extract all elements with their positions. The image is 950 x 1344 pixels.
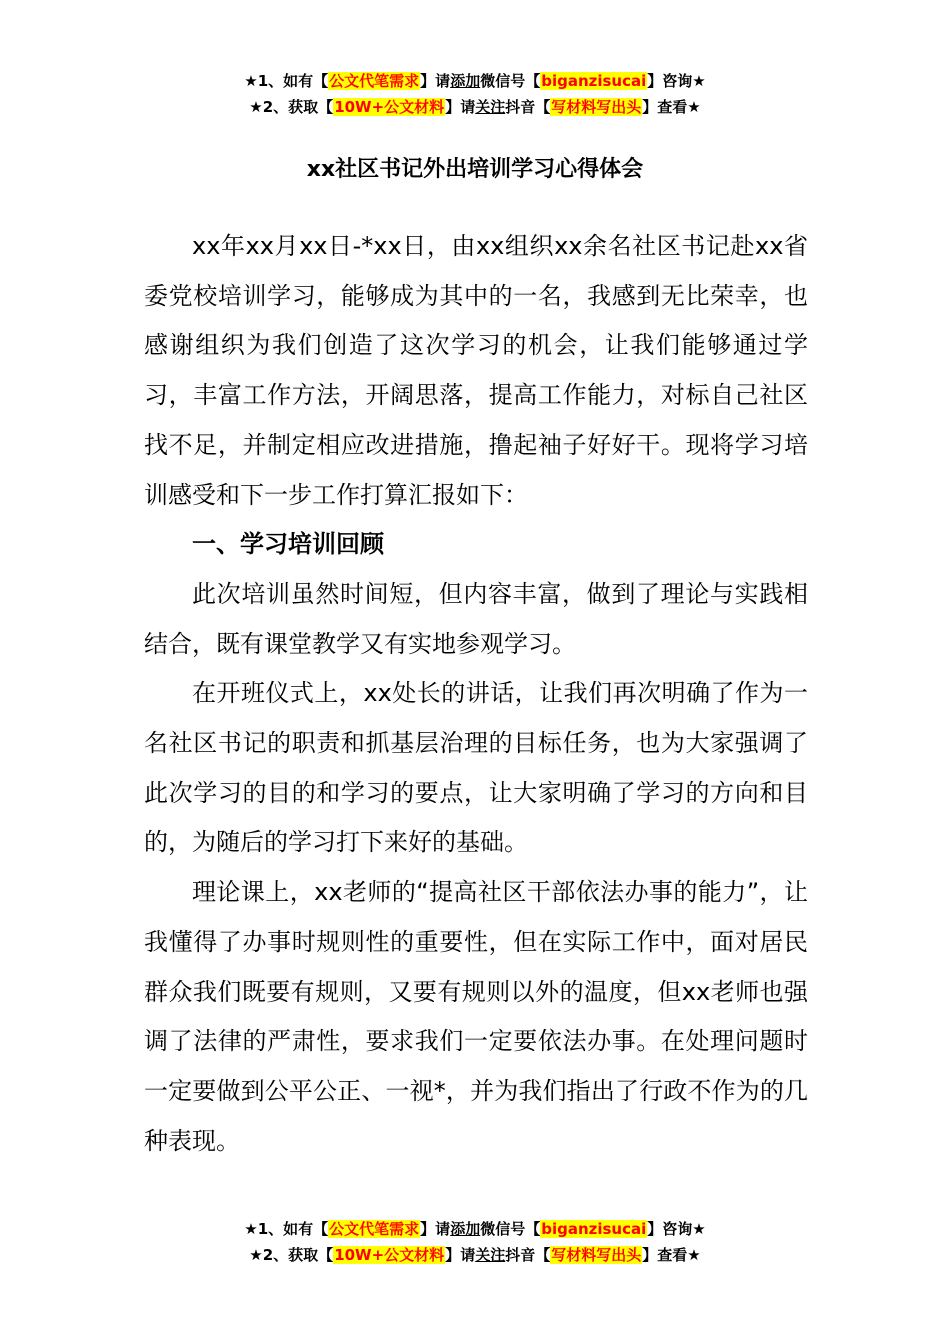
paragraph: 此次培训虽然时间短，但内容丰富，做到了理论与实践相结合，既有课堂教学又有实地参观学习。 [144,579,808,658]
underlined-text: 添加 [450,1220,481,1238]
promo-text: 】请 [420,72,451,90]
highlight-douyin-id: 写材料写出头 [551,1246,642,1264]
promo-text: 】查看★ [642,1246,701,1264]
promo-banner-bottom [0,1216,950,1268]
underlined-text: 关注 [475,1246,506,1264]
highlight-materials: 10W+公文材料 [334,98,445,116]
promo-text: ★2、获取【 [249,98,334,116]
promo-line-2 [0,1242,950,1268]
promo-line-2 [0,94,950,120]
highlight-wechat-id: biganzisucai [541,72,647,90]
highlight-materials: 10W+公文材料 [334,1246,445,1264]
promo-text: ★1、如有【 [244,1220,329,1238]
promo-text: 】请 [445,98,476,116]
promo-line-1 [0,68,950,94]
underlined-text: 添加 [450,72,481,90]
promo-text: 】咨询★ [647,72,706,90]
promo-text: ★2、获取【 [249,1246,334,1264]
promo-text: 】请 [445,1246,476,1264]
paragraph-intro: xx年xx月xx日-*xx日，由xx组织xx余名社区书记赴xx省委党校培训学习，能够成为其中的一名，我感到无比荣幸，也感谢组织为我们创造了这次学习的机会，让我们能够通过学习，丰富工作方法，开阔思落，提高工作能力，对标自己社区找不足，并制定相应改进措施，撸起袖子好好干。现将学习培训感受和下一步工作打算汇报如下： [144,232,808,509]
promo-line-1 [0,1216,950,1242]
paragraph: 理论课上，xx老师的“提高社区干部依法办事的能力”，让我懂得了办事时规则性的重要性，但在实际工作中，面对居民群众我们既要有规则，又要有规则以外的温度，但xx老师也强调了法律的严肃性，要求我们一定要依法办事。在处理问题时一定要做到公平公正、一视*，并为我们指出了行政不作为的几种表现。 [144,878,808,1155]
promo-text: 】查看★ [642,98,701,116]
promo-text: 微信号【 [480,1220,541,1238]
document-body [144,222,808,1166]
document-title: xx社区书记外出培训学习心得体会 [306,157,644,182]
promo-text: ★1、如有【 [244,72,329,90]
paragraph: 在开班仪式上，xx处长的讲话，让我们再次明确了作为一名社区书记的职责和抓基层治理的目标任务，也为大家强调了此次学习的目的和学习的要点，让大家明确了学习的方向和目的，为随后的学习打下来好的基础。 [144,679,808,857]
promo-text: 抖音【 [505,98,551,116]
promo-text: 】请 [420,1220,451,1238]
promo-text: 微信号【 [480,72,541,90]
section-heading: 一、学习培训回顾 [192,530,384,559]
promo-banner-top [0,68,950,120]
highlight-douyin-id: 写材料写出头 [551,98,642,116]
highlight-wechat-id: biganzisucai [541,1220,647,1238]
highlight-service: 公文代笔需求 [329,72,420,90]
highlight-service: 公文代笔需求 [329,1220,420,1238]
underlined-text: 关注 [475,98,506,116]
promo-text: 抖音【 [505,1246,551,1264]
promo-text: 】咨询★ [647,1220,706,1238]
